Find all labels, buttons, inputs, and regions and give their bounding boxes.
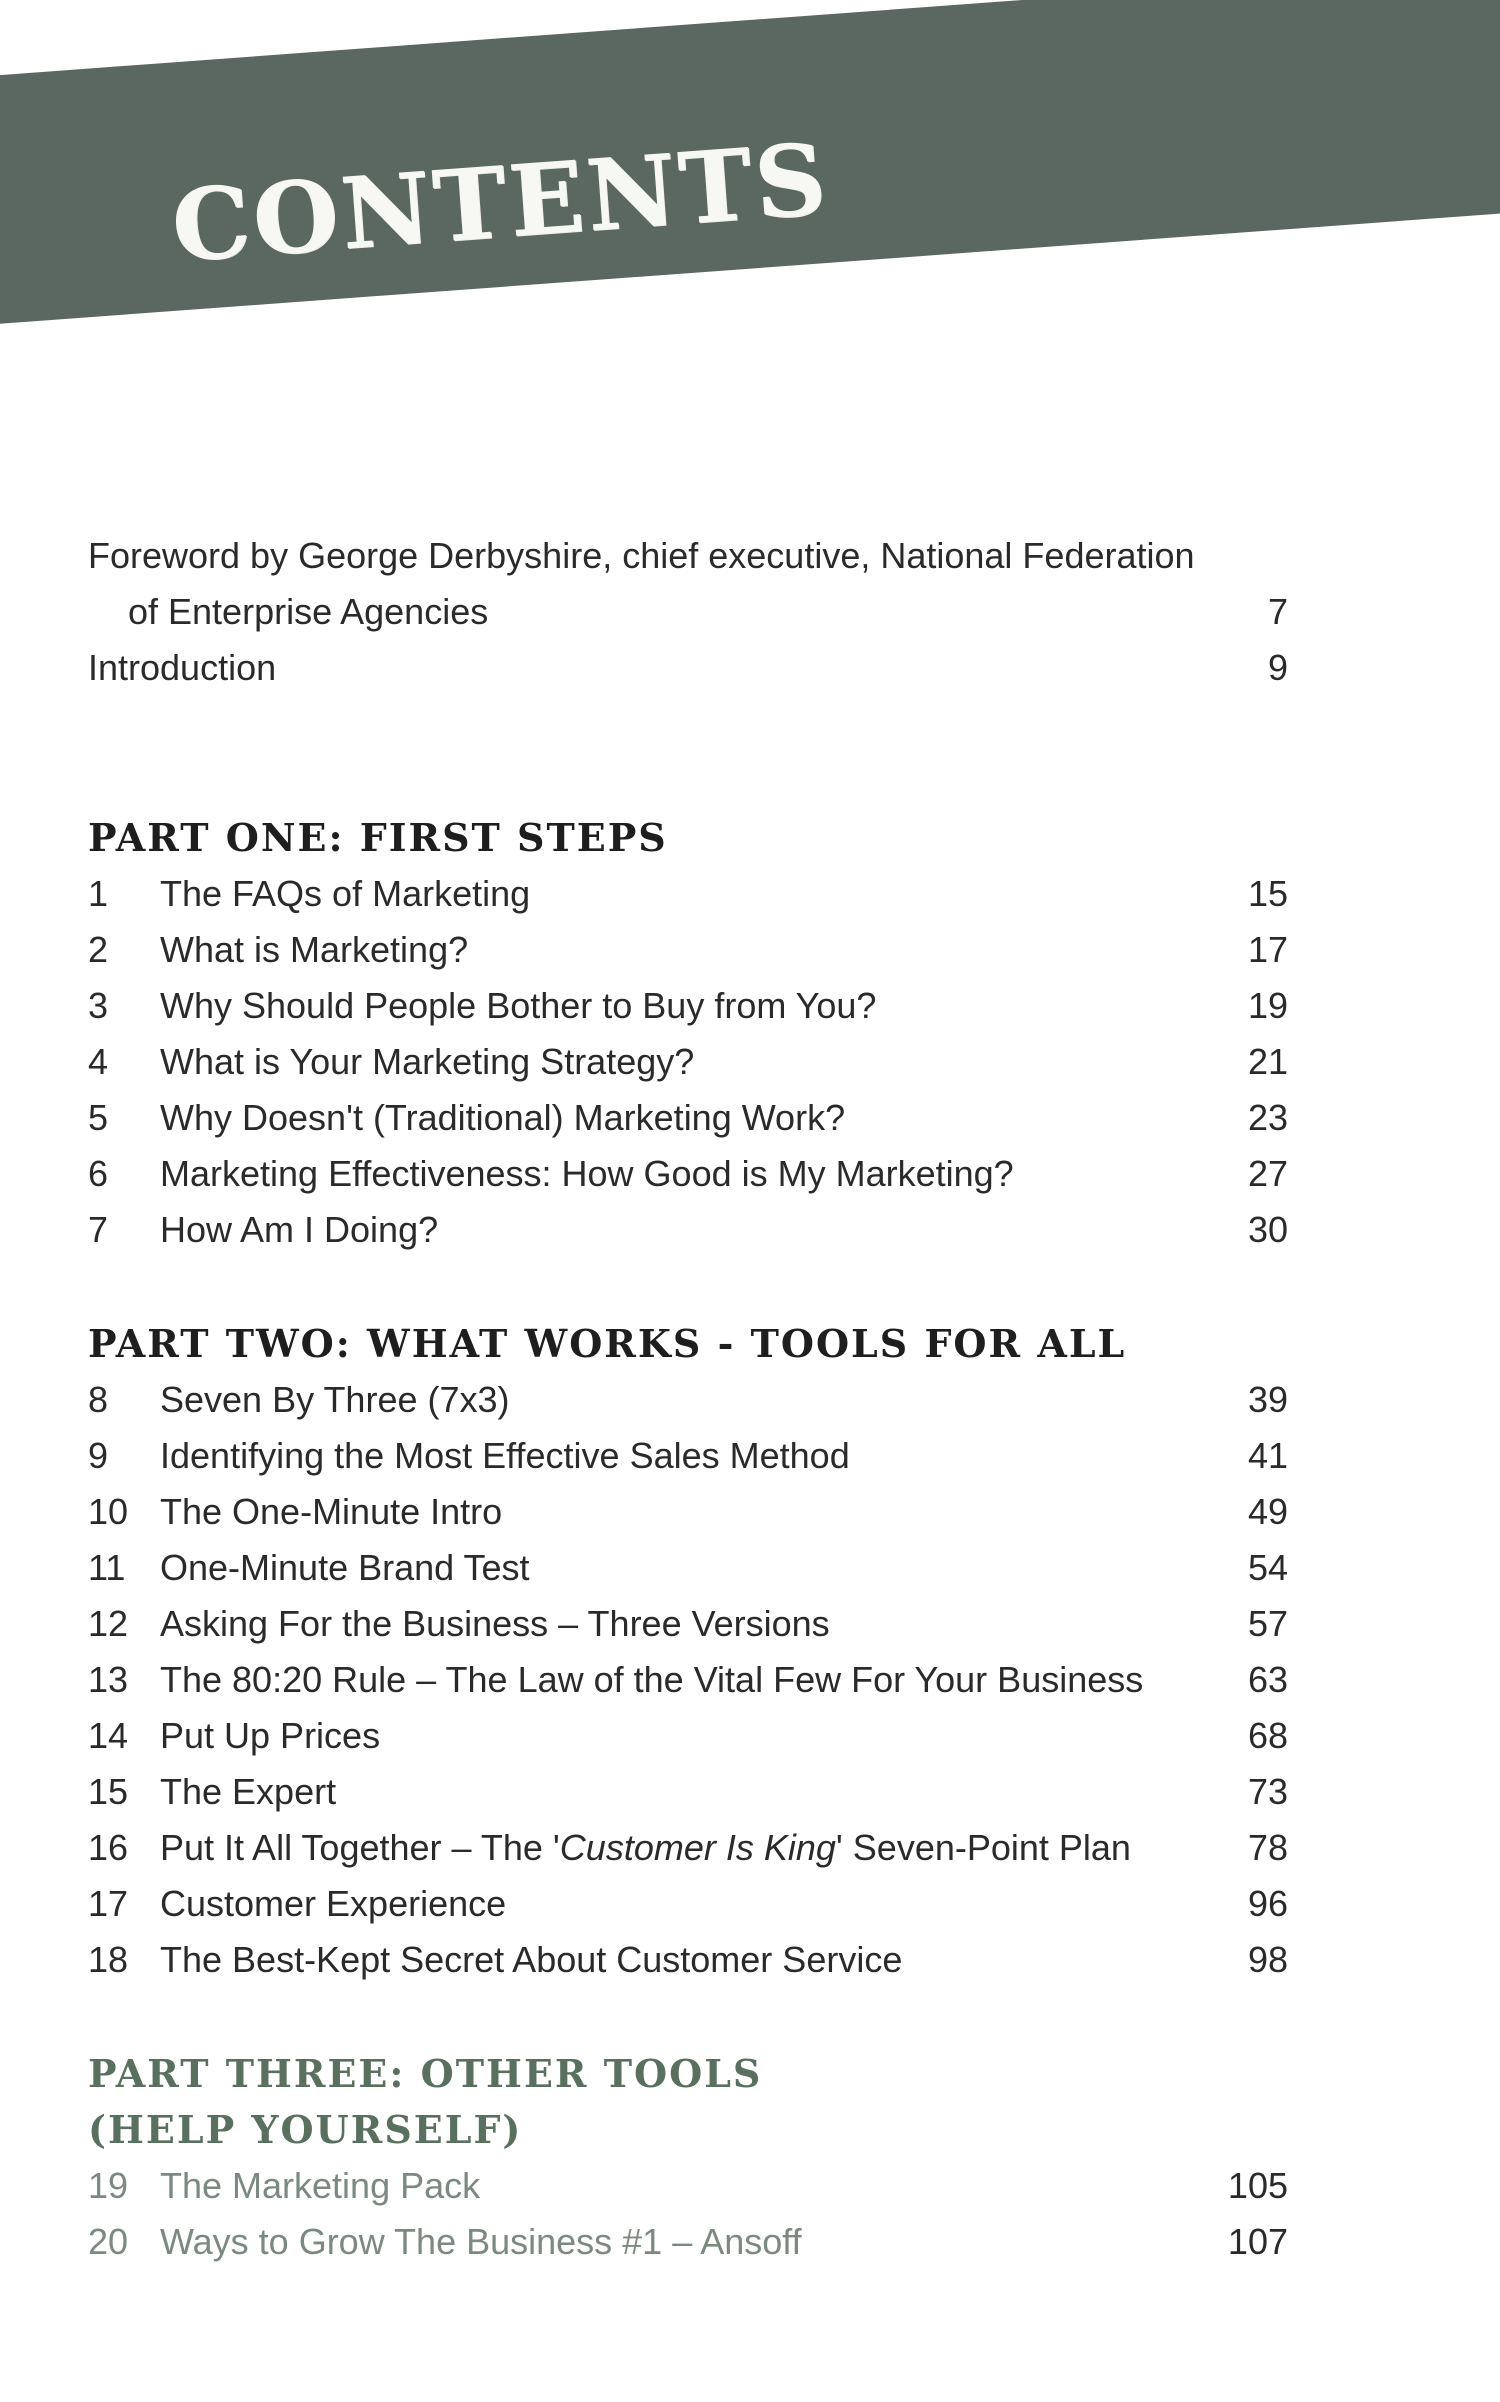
page-number: 41 [1247, 1435, 1288, 1476]
chapter-number: 20 [88, 2221, 129, 2262]
chapter-number: 12 [88, 1603, 129, 1644]
chapter-title: What is Your Marketing Strategy? [160, 1041, 695, 1082]
toc-chapter-8[interactable] [88, 1372, 1288, 1428]
toc-introduction[interactable] [88, 640, 1288, 696]
page-number: 19 [1247, 985, 1288, 1026]
page-number: 54 [1247, 1547, 1288, 1588]
toc-chapter-4[interactable] [88, 1034, 1288, 1090]
chapter-number: 5 [88, 1097, 109, 1138]
chapter-title: Marketing Effectiveness: How Good is My Marketing? [160, 1153, 1014, 1194]
chapter-title: One-Minute Brand Test [160, 1547, 530, 1588]
toc-chapter-19[interactable] [88, 2158, 1288, 2214]
page-number: 63 [1247, 1659, 1288, 1700]
chapter-number: 3 [88, 985, 109, 1026]
chapter-number: 18 [88, 1939, 129, 1980]
toc-chapter-11[interactable] [88, 1540, 1288, 1596]
part-one-heading: PART ONE: FIRST STEPS [88, 815, 668, 860]
page-number: 107 [1227, 2221, 1288, 2262]
toc-chapter-14[interactable] [88, 1708, 1288, 1764]
chapter-title: What is Marketing? [160, 929, 469, 970]
page-number: 98 [1247, 1939, 1288, 1980]
toc-chapter-13[interactable] [88, 1652, 1288, 1708]
chapter-title-start: Put It All Together – The ' [160, 1827, 560, 1868]
chapter-title: The Best-Kept Secret About Customer Service [160, 1939, 903, 1980]
part-one-chapters [88, 866, 1288, 1258]
chapter-title-italic: Customer Is King [559, 1827, 836, 1868]
chapter-number: 2 [88, 929, 109, 970]
toc-chapter-6[interactable] [88, 1146, 1288, 1202]
toc-chapter-1[interactable] [88, 866, 1288, 922]
page-number: 17 [1247, 929, 1288, 970]
chapter-number: 15 [88, 1771, 129, 1812]
chapter-title [160, 1820, 1208, 1876]
page-number: 57 [1247, 1603, 1288, 1644]
chapter-number: 14 [88, 1715, 129, 1756]
toc-chapter-10[interactable] [88, 1484, 1288, 1540]
chapter-title: The Expert [160, 1771, 337, 1812]
page-number: 68 [1247, 1715, 1288, 1756]
chapter-title: How Am I Doing? [160, 1209, 439, 1250]
page-number: 78 [1247, 1827, 1288, 1868]
chapter-number: 13 [88, 1659, 129, 1700]
part-three-chapters [88, 2158, 1288, 2270]
chapter-title: The One-Minute Intro [160, 1491, 503, 1532]
chapter-title: The Marketing Pack [160, 2165, 481, 2206]
toc-chapter-2[interactable] [88, 922, 1288, 978]
introduction-title: Introduction [88, 647, 277, 688]
part-two-heading: PART TWO: WHAT WORKS - TOOLS FOR ALL [88, 1321, 1127, 1366]
chapter-title: Asking For the Business – Three Versions [160, 1603, 830, 1644]
chapter-number: 16 [88, 1827, 129, 1868]
chapter-title: The FAQs of Marketing [160, 873, 531, 914]
page-number: 73 [1247, 1771, 1288, 1812]
page-number: 96 [1247, 1883, 1288, 1924]
toc-chapter-16[interactable] [88, 1820, 1288, 1876]
page-number: 21 [1247, 1041, 1288, 1082]
page-number: 27 [1247, 1153, 1288, 1194]
chapter-title-end: ' Seven-Point Plan [835, 1827, 1131, 1868]
chapter-title: Identifying the Most Effective Sales Method [160, 1435, 850, 1476]
part-two-chapters [88, 1372, 1288, 1988]
chapter-number: 7 [88, 1209, 109, 1250]
toc-chapter-9[interactable] [88, 1428, 1288, 1484]
page-number: 39 [1247, 1379, 1288, 1420]
page-number: 105 [1227, 2165, 1288, 2206]
part-three-heading-subtitle: (HELP YOURSELF) [88, 2107, 523, 2152]
part-three-heading: PART THREE: OTHER TOOLS [88, 2051, 763, 2096]
page-number: 23 [1247, 1097, 1288, 1138]
chapter-number: 8 [88, 1379, 109, 1420]
page-number: 49 [1247, 1491, 1288, 1532]
page-number: 15 [1247, 873, 1288, 914]
chapter-number: 11 [88, 1547, 126, 1588]
chapter-title: Seven By Three (7x3) [160, 1379, 510, 1420]
page-title: CONTENTS [168, 121, 833, 285]
chapter-number: 9 [88, 1435, 109, 1476]
toc-chapter-7[interactable] [88, 1202, 1288, 1258]
page-number: 7 [1267, 591, 1288, 632]
table-of-contents [88, 528, 1288, 2270]
toc-chapter-18[interactable] [88, 1932, 1288, 1988]
page-number: 9 [1267, 647, 1288, 688]
toc-chapter-5[interactable] [88, 1090, 1288, 1146]
chapter-title: The 80:20 Rule – The Law of the Vital Few For Your Business [160, 1659, 1144, 1700]
chapter-number: 10 [88, 1491, 129, 1532]
chapter-title: Customer Experience [160, 1883, 507, 1924]
toc-chapter-17[interactable] [88, 1876, 1288, 1932]
foreword-title: Foreword by George Derbyshire, chief executive, National Federation [88, 535, 1195, 576]
chapter-title: Put Up Prices [160, 1715, 381, 1756]
toc-chapter-20[interactable] [88, 2214, 1288, 2270]
chapter-number: 17 [88, 1883, 129, 1924]
toc-chapter-15[interactable] [88, 1764, 1288, 1820]
chapter-title: Why Doesn't (Traditional) Marketing Work? [160, 1097, 846, 1138]
chapter-number: 19 [88, 2165, 129, 2206]
toc-chapter-3[interactable] [88, 978, 1288, 1034]
toc-chapter-12[interactable] [88, 1596, 1288, 1652]
chapter-title: Why Should People Bother to Buy from You? [160, 985, 877, 1026]
chapter-number: 6 [88, 1153, 109, 1194]
chapter-title: Ways to Grow The Business #1 – Ansoff [160, 2221, 802, 2262]
chapter-number: 4 [88, 1041, 109, 1082]
page-number: 30 [1247, 1209, 1288, 1250]
chapter-number: 1 [88, 873, 109, 914]
toc-foreword[interactable] [88, 528, 1288, 640]
foreword-title-continued: of Enterprise Agencies [128, 591, 489, 632]
